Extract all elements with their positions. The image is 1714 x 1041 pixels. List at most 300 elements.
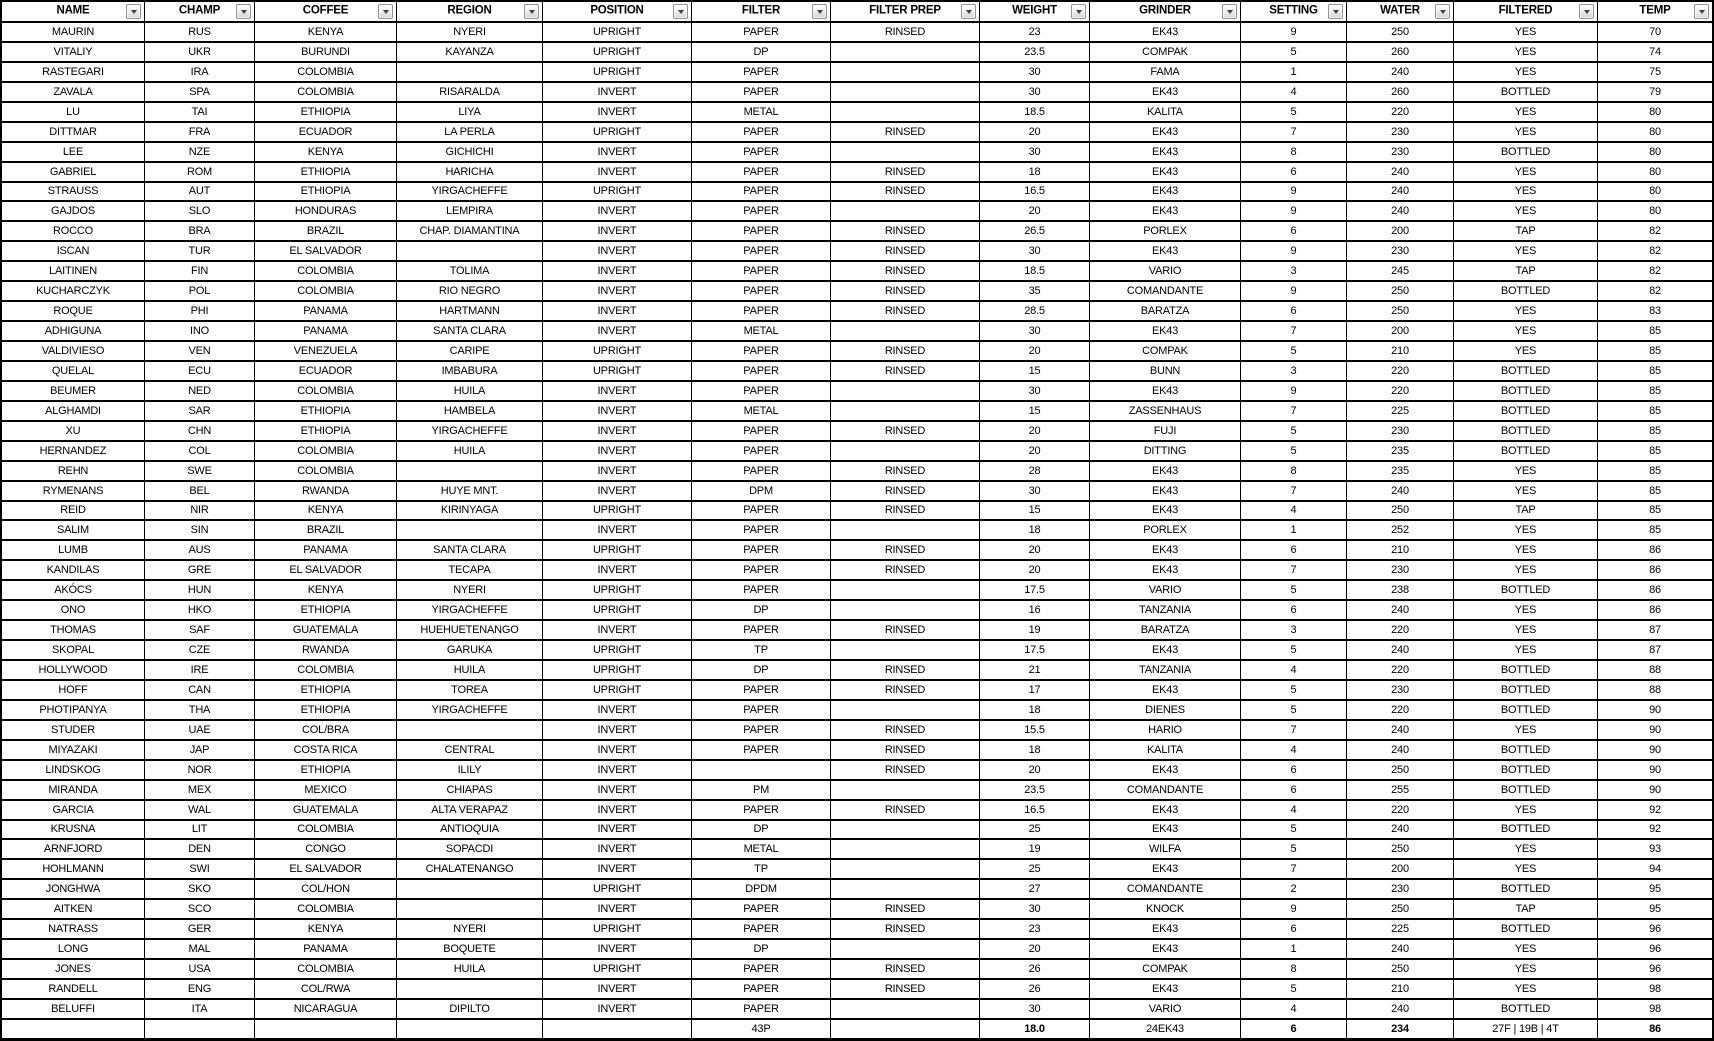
cell-water[interactable]: 260 bbox=[1347, 43, 1454, 61]
cell-water[interactable]: 230 bbox=[1347, 880, 1454, 898]
cell-region[interactable]: LEMPIRA bbox=[397, 202, 543, 220]
cell-region[interactable]: HUILA bbox=[397, 382, 543, 400]
cell-position[interactable]: UPRIGHT bbox=[543, 880, 692, 898]
cell-position[interactable]: INVERT bbox=[543, 163, 692, 181]
cell-champ[interactable]: IRA bbox=[145, 63, 255, 81]
cell-filtered[interactable]: YES bbox=[1454, 840, 1598, 858]
cell-filter[interactable]: METAL bbox=[692, 103, 831, 121]
cell-champ[interactable]: MEX bbox=[145, 781, 255, 799]
cell-filtered[interactable]: YES bbox=[1454, 43, 1598, 61]
cell-filter-prep[interactable] bbox=[831, 641, 980, 659]
cell-coffee[interactable]: COLOMBIA bbox=[255, 262, 397, 280]
cell-champ[interactable]: MAL bbox=[145, 940, 255, 958]
cell-filter-prep[interactable]: RINSED bbox=[831, 242, 980, 260]
cell-temp[interactable]: 86 bbox=[1649, 584, 1661, 597]
cell-water[interactable]: 250 bbox=[1347, 302, 1454, 320]
cell-setting[interactable]: 9 bbox=[1241, 282, 1347, 300]
cell-champ[interactable]: NZE bbox=[145, 143, 255, 161]
cell-grinder[interactable]: BARATZA bbox=[1090, 302, 1241, 320]
cell-filter-prep[interactable] bbox=[831, 860, 980, 878]
cell-setting[interactable]: 9 bbox=[1241, 183, 1347, 201]
cell-water[interactable]: 225 bbox=[1347, 920, 1454, 938]
cell-region[interactable]: SOPACDI bbox=[397, 840, 543, 858]
cell-filtered[interactable]: YES bbox=[1454, 980, 1598, 998]
cell-champ[interactable]: NIR bbox=[145, 502, 255, 520]
cell-filter-prep[interactable]: RINSED bbox=[831, 801, 980, 819]
cell-temp[interactable]: 85 bbox=[1649, 325, 1661, 338]
cell-champ[interactable]: USA bbox=[145, 960, 255, 978]
cell-region[interactable]: NYERI bbox=[397, 920, 543, 938]
cell-setting[interactable]: 9 bbox=[1241, 202, 1347, 220]
cell-champ[interactable]: JAP bbox=[145, 741, 255, 759]
cell-filter-prep[interactable]: RINSED bbox=[831, 502, 980, 520]
cell-champ[interactable]: NOR bbox=[145, 761, 255, 779]
cell-weight[interactable]: 17 bbox=[980, 681, 1090, 699]
cell-weight[interactable]: 18 bbox=[980, 701, 1090, 719]
cell-temp[interactable]: 88 bbox=[1649, 663, 1661, 676]
cell-region[interactable]: YIRGACHEFFE bbox=[397, 601, 543, 619]
cell-filter[interactable]: PAPER bbox=[692, 282, 831, 300]
cell-grinder[interactable]: EK43 bbox=[1090, 482, 1241, 500]
cell-setting[interactable]: 3 bbox=[1241, 262, 1347, 280]
cell-weight[interactable]: 20 bbox=[980, 561, 1090, 579]
cell-setting[interactable]: 9 bbox=[1241, 900, 1347, 918]
cell-filtered[interactable]: YES bbox=[1454, 601, 1598, 619]
cell-filter[interactable]: PAPER bbox=[692, 123, 831, 141]
cell-setting[interactable]: 5 bbox=[1241, 581, 1347, 599]
cell-coffee[interactable]: ETHIOPIA bbox=[255, 163, 397, 181]
column-header-water[interactable] bbox=[1347, 2, 1454, 21]
cell-filtered[interactable]: YES bbox=[1454, 63, 1598, 81]
cell-region[interactable] bbox=[397, 880, 543, 898]
cell-name[interactable]: HERNANDEZ bbox=[2, 442, 145, 460]
cell-filter[interactable]: PAPER bbox=[692, 302, 831, 320]
cell-grinder[interactable]: EK43 bbox=[1090, 183, 1241, 201]
cell-filter-prep[interactable]: RINSED bbox=[831, 262, 980, 280]
cell-grinder[interactable]: DIENES bbox=[1090, 701, 1241, 719]
cell-water[interactable]: 240 bbox=[1347, 63, 1454, 81]
summary-cell-temp[interactable]: 86 bbox=[1649, 1022, 1661, 1035]
cell-region[interactable] bbox=[397, 63, 543, 81]
cell-coffee[interactable]: ETHIOPIA bbox=[255, 601, 397, 619]
cell-weight[interactable]: 23 bbox=[980, 23, 1090, 41]
cell-temp[interactable]: 85 bbox=[1649, 504, 1661, 517]
cell-temp[interactable]: 85 bbox=[1649, 364, 1661, 377]
cell-region[interactable]: CHAP. DIAMANTINA bbox=[397, 222, 543, 240]
cell-filter[interactable]: PAPER bbox=[692, 701, 831, 719]
cell-filtered[interactable]: TAP bbox=[1454, 262, 1598, 280]
cell-temp[interactable]: 96 bbox=[1649, 943, 1661, 956]
cell-region[interactable]: CENTRAL bbox=[397, 741, 543, 759]
cell-name[interactable]: KRUSNA bbox=[2, 821, 145, 839]
cell-weight[interactable]: 30 bbox=[980, 242, 1090, 260]
cell-region[interactable]: BOQUETE bbox=[397, 940, 543, 958]
cell-name[interactable]: REHN bbox=[2, 462, 145, 480]
cell-temp[interactable]: 90 bbox=[1649, 783, 1661, 796]
cell-region[interactable]: HUEHUETENANGO bbox=[397, 621, 543, 639]
cell-water[interactable]: 240 bbox=[1347, 721, 1454, 739]
cell-setting[interactable]: 7 bbox=[1241, 860, 1347, 878]
cell-filtered[interactable]: YES bbox=[1454, 960, 1598, 978]
cell-champ[interactable]: POL bbox=[145, 282, 255, 300]
cell-setting[interactable]: 7 bbox=[1241, 123, 1347, 141]
cell-filter[interactable]: METAL bbox=[692, 402, 831, 420]
cell-filter-prep[interactable]: RINSED bbox=[831, 462, 980, 480]
cell-filtered[interactable]: YES bbox=[1454, 801, 1598, 819]
cell-champ[interactable]: DEN bbox=[145, 840, 255, 858]
cell-weight[interactable]: 30 bbox=[980, 63, 1090, 81]
cell-coffee[interactable]: ETHIOPIA bbox=[255, 103, 397, 121]
cell-weight[interactable]: 30 bbox=[980, 143, 1090, 161]
filter-dropdown-button[interactable] bbox=[1435, 4, 1450, 19]
cell-filtered[interactable]: YES bbox=[1454, 202, 1598, 220]
cell-filter-prep[interactable] bbox=[831, 322, 980, 340]
cell-position[interactable]: INVERT bbox=[543, 262, 692, 280]
cell-weight[interactable]: 15 bbox=[980, 502, 1090, 520]
cell-water[interactable]: 220 bbox=[1347, 621, 1454, 639]
cell-weight[interactable]: 20 bbox=[980, 442, 1090, 460]
cell-water[interactable]: 240 bbox=[1347, 940, 1454, 958]
cell-coffee[interactable]: PANAMA bbox=[255, 302, 397, 320]
cell-water[interactable]: 245 bbox=[1347, 262, 1454, 280]
cell-filter[interactable]: PAPER bbox=[692, 681, 831, 699]
cell-filtered[interactable]: BOTTLED bbox=[1454, 442, 1598, 460]
cell-champ[interactable]: CAN bbox=[145, 681, 255, 699]
cell-position[interactable]: UPRIGHT bbox=[543, 601, 692, 619]
cell-temp[interactable]: 96 bbox=[1649, 963, 1661, 976]
cell-filter-prep[interactable]: RINSED bbox=[831, 422, 980, 440]
cell-temp[interactable]: 82 bbox=[1649, 285, 1661, 298]
cell-position[interactable]: INVERT bbox=[543, 701, 692, 719]
cell-filter[interactable]: PAPER bbox=[692, 541, 831, 559]
cell-temp[interactable]: 85 bbox=[1649, 344, 1661, 357]
cell-temp[interactable]: 92 bbox=[1649, 803, 1661, 816]
cell-filter-prep[interactable]: RINSED bbox=[831, 183, 980, 201]
filter-dropdown-button[interactable] bbox=[236, 4, 251, 19]
cell-champ[interactable]: ENG bbox=[145, 980, 255, 998]
cell-region[interactable] bbox=[397, 462, 543, 480]
cell-temp[interactable]: 86 bbox=[1649, 544, 1661, 557]
cell-position[interactable]: UPRIGHT bbox=[543, 123, 692, 141]
cell-filter[interactable]: PM bbox=[692, 781, 831, 799]
cell-filter-prep[interactable] bbox=[831, 821, 980, 839]
cell-name[interactable]: DITTMAR bbox=[2, 123, 145, 141]
cell-filtered[interactable]: BOTTLED bbox=[1454, 362, 1598, 380]
cell-region[interactable]: GARUKA bbox=[397, 641, 543, 659]
cell-filter[interactable] bbox=[692, 761, 831, 779]
cell-filter-prep[interactable]: RINSED bbox=[831, 362, 980, 380]
cell-name[interactable]: REID bbox=[2, 502, 145, 520]
cell-grinder[interactable]: EK43 bbox=[1090, 801, 1241, 819]
cell-position[interactable]: INVERT bbox=[543, 781, 692, 799]
cell-coffee[interactable]: NICARAGUA bbox=[255, 1000, 397, 1018]
cell-champ[interactable]: SWE bbox=[145, 462, 255, 480]
cell-weight[interactable]: 23.5 bbox=[980, 43, 1090, 61]
cell-filtered[interactable]: YES bbox=[1454, 302, 1598, 320]
cell-region[interactable]: LA PERLA bbox=[397, 123, 543, 141]
cell-filter[interactable]: PAPER bbox=[692, 183, 831, 201]
cell-weight[interactable]: 26.5 bbox=[980, 222, 1090, 240]
cell-weight[interactable]: 23 bbox=[980, 920, 1090, 938]
cell-champ[interactable]: TUR bbox=[145, 242, 255, 260]
cell-filter[interactable]: PAPER bbox=[692, 63, 831, 81]
cell-filter-prep[interactable]: RINSED bbox=[831, 761, 980, 779]
summary-cell-grinder[interactable]: 24EK43 bbox=[1090, 1020, 1241, 1038]
cell-name[interactable]: ZAVALA bbox=[2, 83, 145, 101]
cell-coffee[interactable]: COLOMBIA bbox=[255, 83, 397, 101]
cell-temp[interactable]: 85 bbox=[1649, 524, 1661, 537]
cell-grinder[interactable]: EK43 bbox=[1090, 541, 1241, 559]
column-header-weight[interactable] bbox=[980, 2, 1090, 21]
cell-water[interactable]: 240 bbox=[1347, 1000, 1454, 1018]
cell-champ[interactable]: WAL bbox=[145, 801, 255, 819]
cell-name[interactable]: MIYAZAKI bbox=[2, 741, 145, 759]
cell-filtered[interactable]: BOTTLED bbox=[1454, 661, 1598, 679]
cell-champ[interactable]: HUN bbox=[145, 581, 255, 599]
cell-filtered[interactable]: BOTTLED bbox=[1454, 821, 1598, 839]
cell-filtered[interactable]: YES bbox=[1454, 561, 1598, 579]
cell-filtered[interactable]: BOTTLED bbox=[1454, 422, 1598, 440]
cell-region[interactable]: RIO NEGRO bbox=[397, 282, 543, 300]
cell-region[interactable]: HUILA bbox=[397, 960, 543, 978]
filter-dropdown-button[interactable] bbox=[1694, 4, 1709, 19]
cell-water[interactable]: 252 bbox=[1347, 521, 1454, 539]
cell-water[interactable]: 210 bbox=[1347, 980, 1454, 998]
filter-dropdown-button[interactable] bbox=[524, 4, 539, 19]
cell-water[interactable]: 250 bbox=[1347, 840, 1454, 858]
cell-champ[interactable]: BRA bbox=[145, 222, 255, 240]
cell-filtered[interactable]: BOTTLED bbox=[1454, 402, 1598, 420]
cell-filter[interactable]: PAPER bbox=[692, 462, 831, 480]
cell-region[interactable]: HUILA bbox=[397, 661, 543, 679]
cell-champ[interactable]: TAI bbox=[145, 103, 255, 121]
cell-filter[interactable]: PAPER bbox=[692, 521, 831, 539]
cell-region[interactable]: LIYA bbox=[397, 103, 543, 121]
cell-position[interactable]: INVERT bbox=[543, 1000, 692, 1018]
cell-grinder[interactable]: EK43 bbox=[1090, 681, 1241, 699]
cell-grinder[interactable]: EK43 bbox=[1090, 143, 1241, 161]
cell-filtered[interactable]: YES bbox=[1454, 860, 1598, 878]
cell-champ[interactable]: INO bbox=[145, 322, 255, 340]
cell-filtered[interactable]: BOTTLED bbox=[1454, 1000, 1598, 1018]
cell-region[interactable]: ALTA VERAPAZ bbox=[397, 801, 543, 819]
filter-dropdown-button[interactable] bbox=[126, 4, 141, 19]
cell-region[interactable]: HARTMANN bbox=[397, 302, 543, 320]
cell-name[interactable]: RYMENANS bbox=[2, 482, 145, 500]
cell-name[interactable]: ADHIGUNA bbox=[2, 322, 145, 340]
cell-setting[interactable]: 2 bbox=[1241, 880, 1347, 898]
cell-temp[interactable]: 80 bbox=[1649, 125, 1661, 138]
filter-dropdown-button[interactable] bbox=[673, 4, 688, 19]
cell-filter-prep[interactable] bbox=[831, 581, 980, 599]
cell-name[interactable]: RANDELL bbox=[2, 980, 145, 998]
cell-weight[interactable]: 30 bbox=[980, 83, 1090, 101]
cell-setting[interactable]: 8 bbox=[1241, 143, 1347, 161]
cell-filtered[interactable]: YES bbox=[1454, 163, 1598, 181]
cell-temp[interactable]: 90 bbox=[1649, 703, 1661, 716]
cell-grinder[interactable]: COMPAK bbox=[1090, 342, 1241, 360]
cell-region[interactable]: NYERI bbox=[397, 23, 543, 41]
cell-weight[interactable]: 20 bbox=[980, 541, 1090, 559]
cell-region[interactable]: GICHICHI bbox=[397, 143, 543, 161]
cell-name[interactable]: MAURIN bbox=[2, 23, 145, 41]
cell-temp[interactable]: 95 bbox=[1649, 883, 1661, 896]
cell-temp[interactable]: 75 bbox=[1649, 65, 1661, 78]
cell-grinder[interactable]: PORLEX bbox=[1090, 222, 1241, 240]
cell-filter-prep[interactable]: RINSED bbox=[831, 621, 980, 639]
cell-weight[interactable]: 15.5 bbox=[980, 721, 1090, 739]
cell-position[interactable]: UPRIGHT bbox=[543, 43, 692, 61]
cell-coffee[interactable]: HONDURAS bbox=[255, 202, 397, 220]
cell-name[interactable]: ISCAN bbox=[2, 242, 145, 260]
cell-position[interactable]: UPRIGHT bbox=[543, 502, 692, 520]
cell-position[interactable]: UPRIGHT bbox=[543, 362, 692, 380]
cell-coffee[interactable]: COLOMBIA bbox=[255, 960, 397, 978]
cell-filter[interactable]: PAPER bbox=[692, 422, 831, 440]
cell-grinder[interactable]: ZASSENHAUS bbox=[1090, 402, 1241, 420]
cell-coffee[interactable]: COL/HON bbox=[255, 880, 397, 898]
cell-region[interactable]: YIRGACHEFFE bbox=[397, 701, 543, 719]
cell-grinder[interactable]: COMANDANTE bbox=[1090, 880, 1241, 898]
cell-filtered[interactable]: YES bbox=[1454, 641, 1598, 659]
cell-coffee[interactable]: COLOMBIA bbox=[255, 821, 397, 839]
cell-temp[interactable]: 90 bbox=[1649, 723, 1661, 736]
cell-filter[interactable]: PAPER bbox=[692, 920, 831, 938]
cell-temp[interactable]: 85 bbox=[1649, 484, 1661, 497]
cell-filter-prep[interactable] bbox=[831, 521, 980, 539]
cell-position[interactable]: INVERT bbox=[543, 521, 692, 539]
cell-temp[interactable]: 85 bbox=[1649, 404, 1661, 417]
cell-filtered[interactable]: TAP bbox=[1454, 900, 1598, 918]
cell-filter[interactable]: PAPER bbox=[692, 721, 831, 739]
summary-cell-filter[interactable]: 43P bbox=[692, 1020, 831, 1038]
cell-champ[interactable]: GER bbox=[145, 920, 255, 938]
cell-temp[interactable]: 85 bbox=[1649, 464, 1661, 477]
cell-name[interactable]: HOLLYWOOD bbox=[2, 661, 145, 679]
cell-coffee[interactable]: ETHIOPIA bbox=[255, 681, 397, 699]
cell-grinder[interactable]: EK43 bbox=[1090, 561, 1241, 579]
cell-coffee[interactable]: COL/BRA bbox=[255, 721, 397, 739]
cell-filter[interactable]: PAPER bbox=[692, 382, 831, 400]
cell-water[interactable]: 220 bbox=[1347, 362, 1454, 380]
cell-grinder[interactable]: EK43 bbox=[1090, 940, 1241, 958]
cell-region[interactable]: YIRGACHEFFE bbox=[397, 422, 543, 440]
cell-weight[interactable]: 20 bbox=[980, 940, 1090, 958]
cell-water[interactable]: 250 bbox=[1347, 282, 1454, 300]
cell-setting[interactable]: 5 bbox=[1241, 980, 1347, 998]
cell-coffee[interactable]: RWANDA bbox=[255, 482, 397, 500]
cell-position[interactable]: INVERT bbox=[543, 821, 692, 839]
cell-champ[interactable]: SAR bbox=[145, 402, 255, 420]
cell-temp[interactable]: 70 bbox=[1649, 25, 1661, 38]
cell-grinder[interactable]: EK43 bbox=[1090, 920, 1241, 938]
cell-region[interactable]: SANTA CLARA bbox=[397, 322, 543, 340]
cell-coffee[interactable]: EL SALVADOR bbox=[255, 561, 397, 579]
cell-filter[interactable]: PAPER bbox=[692, 581, 831, 599]
cell-coffee[interactable]: PANAMA bbox=[255, 322, 397, 340]
cell-water[interactable]: 230 bbox=[1347, 681, 1454, 699]
cell-setting[interactable]: 1 bbox=[1241, 940, 1347, 958]
cell-position[interactable]: UPRIGHT bbox=[543, 661, 692, 679]
cell-setting[interactable]: 5 bbox=[1241, 701, 1347, 719]
cell-water[interactable]: 240 bbox=[1347, 163, 1454, 181]
cell-name[interactable]: GARCIA bbox=[2, 801, 145, 819]
cell-name[interactable]: THOMAS bbox=[2, 621, 145, 639]
cell-coffee[interactable]: BURUNDI bbox=[255, 43, 397, 61]
cell-setting[interactable]: 4 bbox=[1241, 661, 1347, 679]
cell-grinder[interactable]: COMANDANTE bbox=[1090, 282, 1241, 300]
cell-filter-prep[interactable]: RINSED bbox=[831, 23, 980, 41]
cell-grinder[interactable]: EK43 bbox=[1090, 242, 1241, 260]
cell-weight[interactable]: 26 bbox=[980, 960, 1090, 978]
cell-weight[interactable]: 25 bbox=[980, 821, 1090, 839]
cell-weight[interactable]: 30 bbox=[980, 900, 1090, 918]
cell-filtered[interactable]: BOTTLED bbox=[1454, 701, 1598, 719]
cell-water[interactable]: 235 bbox=[1347, 442, 1454, 460]
cell-position[interactable]: UPRIGHT bbox=[543, 342, 692, 360]
cell-setting[interactable]: 6 bbox=[1241, 541, 1347, 559]
cell-temp[interactable]: 93 bbox=[1649, 843, 1661, 856]
cell-position[interactable]: INVERT bbox=[543, 860, 692, 878]
cell-grinder[interactable]: BUNN bbox=[1090, 362, 1241, 380]
cell-setting[interactable]: 9 bbox=[1241, 23, 1347, 41]
cell-water[interactable]: 250 bbox=[1347, 502, 1454, 520]
cell-temp[interactable]: 87 bbox=[1649, 644, 1661, 657]
cell-region[interactable]: SANTA CLARA bbox=[397, 541, 543, 559]
cell-coffee[interactable]: KENYA bbox=[255, 920, 397, 938]
cell-position[interactable]: UPRIGHT bbox=[543, 960, 692, 978]
cell-temp[interactable]: 86 bbox=[1649, 604, 1661, 617]
column-header-filtered[interactable] bbox=[1454, 2, 1598, 21]
cell-filter[interactable]: PAPER bbox=[692, 262, 831, 280]
cell-grinder[interactable]: EK43 bbox=[1090, 322, 1241, 340]
cell-water[interactable]: 250 bbox=[1347, 900, 1454, 918]
cell-temp[interactable]: 80 bbox=[1649, 105, 1661, 118]
cell-water[interactable]: 230 bbox=[1347, 123, 1454, 141]
cell-filter-prep[interactable] bbox=[831, 840, 980, 858]
cell-filter-prep[interactable] bbox=[831, 103, 980, 121]
cell-setting[interactable]: 9 bbox=[1241, 382, 1347, 400]
cell-grinder[interactable]: EK43 bbox=[1090, 163, 1241, 181]
cell-region[interactable]: TOREA bbox=[397, 681, 543, 699]
cell-region[interactable]: KIRINYAGA bbox=[397, 502, 543, 520]
column-header-position[interactable] bbox=[543, 2, 692, 21]
cell-position[interactable]: INVERT bbox=[543, 741, 692, 759]
filter-dropdown-button[interactable] bbox=[1328, 4, 1343, 19]
cell-name[interactable]: HOFF bbox=[2, 681, 145, 699]
cell-region[interactable]: CHIAPAS bbox=[397, 781, 543, 799]
cell-filtered[interactable]: BOTTLED bbox=[1454, 581, 1598, 599]
cell-filter-prep[interactable]: RINSED bbox=[831, 222, 980, 240]
cell-region[interactable]: NYERI bbox=[397, 581, 543, 599]
cell-grinder[interactable]: EK43 bbox=[1090, 462, 1241, 480]
cell-coffee[interactable]: KENYA bbox=[255, 23, 397, 41]
cell-coffee[interactable]: ETHIOPIA bbox=[255, 701, 397, 719]
cell-grinder[interactable]: EK43 bbox=[1090, 821, 1241, 839]
cell-champ[interactable]: AUT bbox=[145, 183, 255, 201]
cell-filter[interactable]: PAPER bbox=[692, 502, 831, 520]
cell-filter-prep[interactable] bbox=[831, 442, 980, 460]
cell-water[interactable]: 240 bbox=[1347, 202, 1454, 220]
cell-name[interactable]: AITKEN bbox=[2, 900, 145, 918]
cell-water[interactable]: 230 bbox=[1347, 561, 1454, 579]
cell-temp[interactable]: 74 bbox=[1649, 45, 1661, 58]
cell-filtered[interactable]: BOTTLED bbox=[1454, 382, 1598, 400]
cell-name[interactable]: XU bbox=[2, 422, 145, 440]
cell-setting[interactable]: 3 bbox=[1241, 362, 1347, 380]
summary-cell-setting[interactable]: 6 bbox=[1241, 1020, 1347, 1038]
cell-filtered[interactable]: BOTTLED bbox=[1454, 282, 1598, 300]
